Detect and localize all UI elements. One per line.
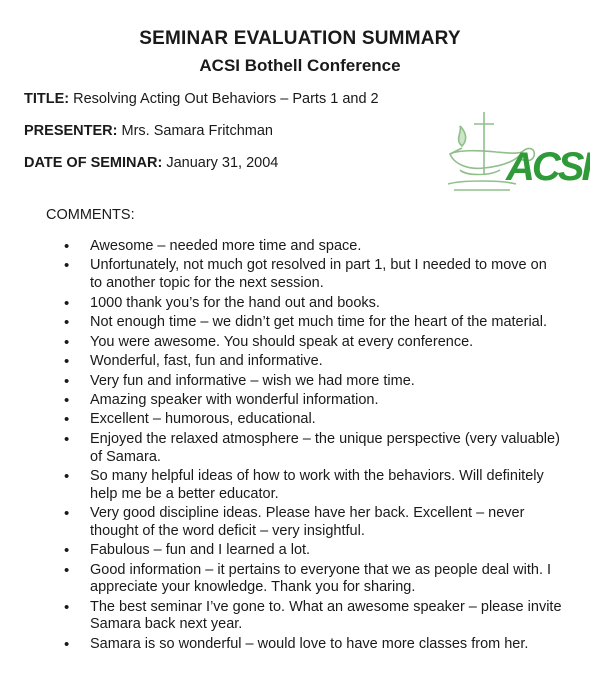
comment-item: • Unfortunately, not much got resolved in part 1, but I needed to move on to another topic for the next session. xyxy=(62,257,562,292)
comment-item: • Good information – it pertains to everyone that we as people deal with. I appreciate your knowledge. Thank you for sharing. xyxy=(62,562,562,597)
comment-item: • Wonderful, fast, fun and informative. xyxy=(62,353,562,371)
comment-item: • Fabulous – fun and I learned a lot. xyxy=(62,542,562,560)
document-title: SEMINAR EVALUATION SUMMARY xyxy=(139,28,461,49)
presenter-label: PRESENTER: xyxy=(24,123,118,139)
comment-item: • You were awesome. You should speak at every conference. xyxy=(62,334,562,352)
comment-item: • Samara is so wonderful – would love to have more classes from her. xyxy=(62,636,562,654)
acsi-logo xyxy=(438,110,590,196)
comment-item: • So many helpful ideas of how to work with the behaviors. Will definitely help me be a better educator. xyxy=(62,468,562,503)
comment-item: • The best seminar I’ve gone to. What an awesome speaker – please invite Samara back next year. xyxy=(62,599,562,634)
conference-subtitle: ACSI Bothell Conference xyxy=(199,56,401,75)
seminar-date-label: DATE OF SEMINAR: xyxy=(24,155,163,171)
comment-item: • Amazing speaker with wonderful information. xyxy=(62,392,562,410)
seminar-date-value: January 31, 2004 xyxy=(166,155,279,171)
presenter-value: Mrs. Samara Fritchman xyxy=(121,123,273,139)
acsi-logo-text: ACSI xyxy=(506,145,590,189)
comment-item: • Very good discipline ideas. Please have her back. Excellent – never thought of the word deficit – very insightful. xyxy=(62,505,562,540)
seminar-date-field xyxy=(24,155,278,171)
seminar-title-label: TITLE: xyxy=(24,91,70,107)
comment-item: • Awesome – needed more time and space. xyxy=(62,238,562,256)
presenter-field xyxy=(24,123,273,139)
comment-item: • Not enough time – we didn’t get much time for the heart of the material. xyxy=(62,314,562,332)
comment-item: • Very fun and informative – wish we had more time. xyxy=(62,373,562,391)
comment-item: • Excellent – humorous, educational. xyxy=(62,411,562,429)
comments-heading: COMMENTS: xyxy=(46,207,135,223)
comment-item: • Enjoyed the relaxed atmosphere – the unique perspective (very valuable) of Samara. xyxy=(62,431,562,466)
comment-item: • 1000 thank you’s for the hand out and books. xyxy=(62,295,562,313)
seminar-title-field xyxy=(24,91,379,107)
seminar-title-value: Resolving Acting Out Behaviors – Parts 1 and 2 xyxy=(73,91,379,107)
comments-list xyxy=(62,238,562,655)
